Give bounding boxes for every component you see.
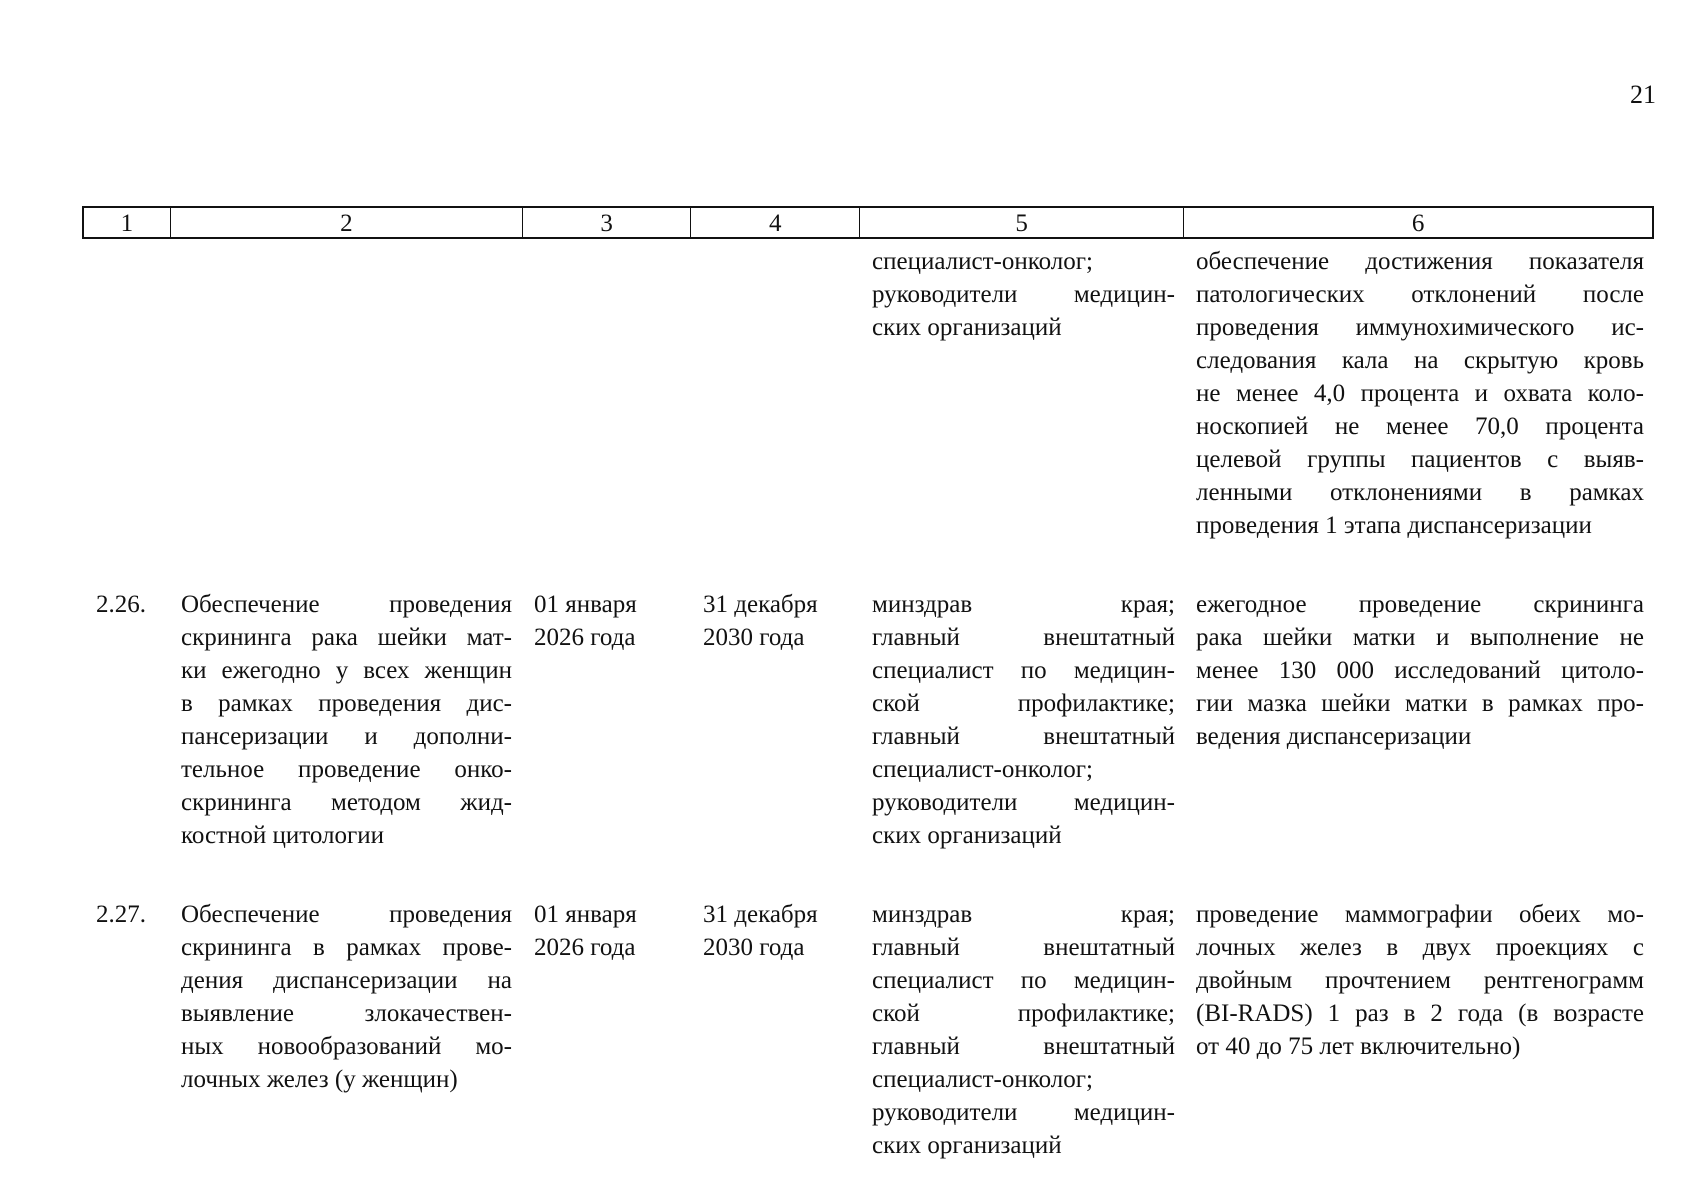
measure-cell [169, 588, 522, 852]
text-line: (BI-RADS) 1 раз в 2 года (в возрасте [1196, 1000, 1644, 1027]
text-line: костной цитологии [181, 822, 385, 849]
end-date-cell [691, 588, 860, 654]
header-col-6: 6 [1411, 210, 1425, 237]
result-cell [1185, 588, 1654, 753]
text-line: специалист по медицин- [872, 657, 1175, 684]
text-line: 2030 года [703, 624, 805, 651]
text-line: руководители медицин- [872, 281, 1175, 308]
text-line: проведение маммографии обеих мо- [1196, 901, 1644, 928]
table-row [82, 898, 1654, 1162]
text-line: скрининга в рамках прове- [181, 934, 512, 961]
text-line: главный внештатный [872, 934, 1175, 961]
text-line: ведения диспансеризации [1196, 723, 1472, 750]
text-line: главный внештатный [872, 624, 1175, 651]
header-col-3: 3 [523, 208, 692, 237]
text-line: скрининга рака шейки мат- [181, 624, 512, 651]
text-line: ежегодное проведение скрининга [1196, 591, 1644, 618]
text-line: двойным прочтением рентгенограмм [1196, 967, 1644, 994]
text-line: ных новообразований мо- [181, 1033, 512, 1060]
text-line: 2030 года [703, 934, 805, 961]
header-col-2: 2 [171, 208, 523, 237]
text-line: ских организаций [872, 314, 1062, 341]
text-line: патологических отклонений после [1196, 281, 1644, 308]
text-line: следования кала на скрытую кровь [1196, 347, 1644, 374]
measure-cell [169, 898, 522, 1096]
text-line: Обеспечение проведения [181, 901, 512, 928]
text-line: главный внештатный [872, 723, 1175, 750]
page-number: 21 [1630, 80, 1656, 109]
executors-cell [860, 898, 1185, 1162]
text-line: в рамках проведения дис- [181, 690, 512, 717]
executors-cell [860, 588, 1185, 852]
text-line: лочных желез (у женщин) [181, 1066, 458, 1093]
table-row [82, 245, 1654, 542]
start-date-cell [522, 898, 691, 964]
text-line: руководители медицин- [872, 1099, 1175, 1126]
text-line: носкопией не менее 70,0 процента [1196, 413, 1644, 440]
text-line: от 40 до 75 лет включительно) [1196, 1033, 1521, 1060]
text-line: специалист по медицин- [872, 967, 1175, 994]
text-line: Обеспечение проведения [181, 591, 512, 618]
text-line: руководители медицин- [872, 789, 1175, 816]
text-line: главный внештатный [872, 1033, 1175, 1060]
text-line: ских организаций [872, 1132, 1062, 1159]
header-col-5: 5 [860, 208, 1184, 237]
text-line: минздрав края; [872, 901, 1175, 928]
text-line: ленными отклонениями в рамках [1196, 479, 1644, 506]
text-line: специалист-онколог; [872, 1066, 1093, 1093]
text-line: 01 января [534, 591, 637, 618]
row-number: 2.27. [96, 901, 146, 928]
text-line: рака шейки матки и выполнение не [1196, 624, 1644, 651]
text-line: специалист-онколог; [872, 756, 1093, 783]
text-line: ской профилактике; [872, 1000, 1175, 1027]
text-line: 31 декабря [703, 591, 818, 618]
executors-cell [860, 245, 1185, 344]
start-date-cell [522, 588, 691, 654]
table-row [82, 588, 1654, 852]
text-line: ки ежегодно у всех женщин [181, 657, 512, 684]
text-line: ской профилактике; [872, 690, 1175, 717]
text-line: дения диспансеризации на [181, 967, 512, 994]
text-line: не менее 4,0 процента и охвата коло- [1196, 380, 1644, 407]
text-line: проведения иммунохимического ис- [1196, 314, 1644, 341]
text-line: лочных желез в двух проекциях с [1196, 934, 1644, 961]
text-line: 01 января [534, 901, 637, 928]
result-cell [1185, 898, 1654, 1063]
text-line: выявление злокачествен- [181, 1000, 512, 1027]
text-line: целевой группы пациентов с выяв- [1196, 446, 1644, 473]
text-line: обеспечение достижения показателя [1196, 248, 1644, 275]
text-line: ских организаций [872, 822, 1062, 849]
row-number: 2.26. [96, 591, 146, 618]
result-cell [1185, 245, 1654, 542]
text-line: специалист-онколог; [872, 248, 1093, 275]
table-body [82, 245, 1654, 1162]
header-col-4: 4 [691, 208, 860, 237]
text-line: 2026 года [534, 624, 636, 651]
text-line: пансеризации и дополни- [181, 723, 512, 750]
text-line: проведения 1 этапа диспансеризации [1196, 512, 1592, 539]
text-line: менее 130 000 исследований цитоло- [1196, 657, 1644, 684]
end-date-cell [691, 898, 860, 964]
text-line: скрининга методом жид- [181, 789, 512, 816]
table-header [82, 206, 1654, 239]
header-col-1: 1 [84, 208, 171, 237]
text-line: минздрав края; [872, 591, 1175, 618]
text-line: 2026 года [534, 934, 636, 961]
text-line: тельное проведение онко- [181, 756, 512, 783]
text-line: 31 декабря [703, 901, 818, 928]
text-line: гии мазка шейки матки в рамках про- [1196, 690, 1644, 717]
